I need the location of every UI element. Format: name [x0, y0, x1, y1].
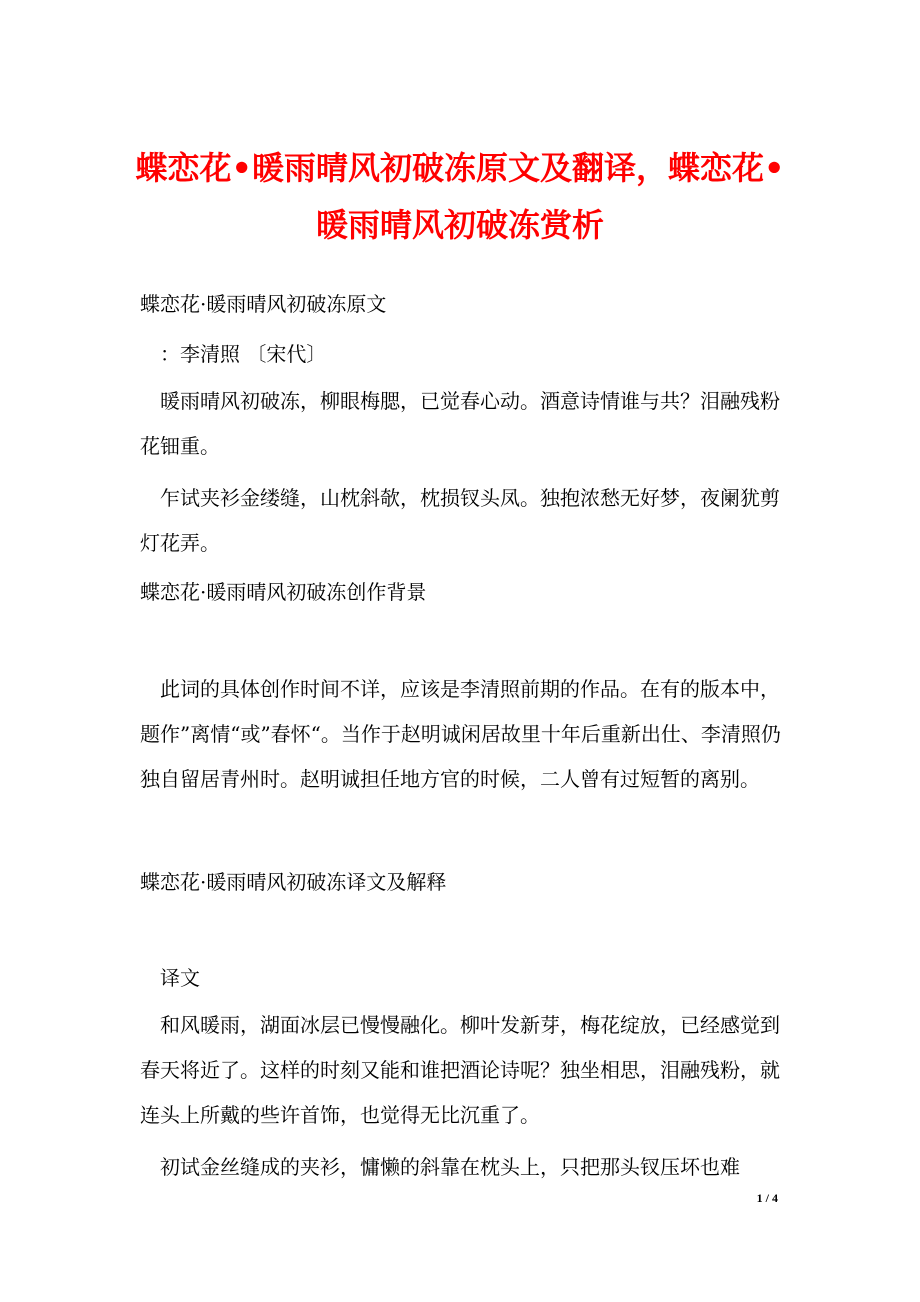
section-heading-background: 蝶恋花·暖雨晴风初破冻创作背景 [140, 580, 427, 604]
poem-stanza-1: 暖雨晴风初破冻，柳眼梅腮，已觉春心动。酒意诗情谁与共？泪融残粉花钿重。 [140, 389, 780, 458]
document-title: 蝶恋花•暖雨晴风初破冻原文及翻译，蝶恋花•暖雨晴风初破冻赏析 [135, 149, 785, 244]
page-number: 1 / 4 [756, 1191, 778, 1205]
background-paragraph: 此词的具体创作时间不详，应该是李清照前期的作品。在有的版本中，题作”离情“或”春怀“。当作于赵明诚闲居故里十年后重新出仕、李清照仍独自留居青州时。赵明诚担任地方官的时候，二人曾有过短暂的离别。 [140, 677, 781, 791]
section-heading-original: 蝶恋花·暖雨晴风初破冻原文 [140, 292, 387, 316]
translation-paragraph-2: 初试金丝缝成的夹衫，慵懒的斜靠在枕头上，只把那头钗压坏也难 [160, 1155, 740, 1179]
poem-stanza-2: 乍试夹衫金缕缝，山枕斜欹，枕损钗头凤。独抱浓愁无好梦，夜阑犹剪灯花弄。 [140, 486, 780, 555]
translation-paragraph-1: 和风暖雨，湖面冰层已慢慢融化。柳叶发新芽，梅花绽放，已经感觉到春天将近了。这样的时刻又能和谁把酒论诗呢？独坐相思，泪融残粉，就连头上所戴的些许首饰，也觉得无比沉重了。 [140, 1013, 780, 1127]
translation-label: 译文 [160, 966, 200, 990]
author-line: ：李清照 〔宋代〕 [160, 342, 327, 366]
section-heading-translation: 蝶恋花·暖雨晴风初破冻译文及解释 [140, 870, 447, 894]
